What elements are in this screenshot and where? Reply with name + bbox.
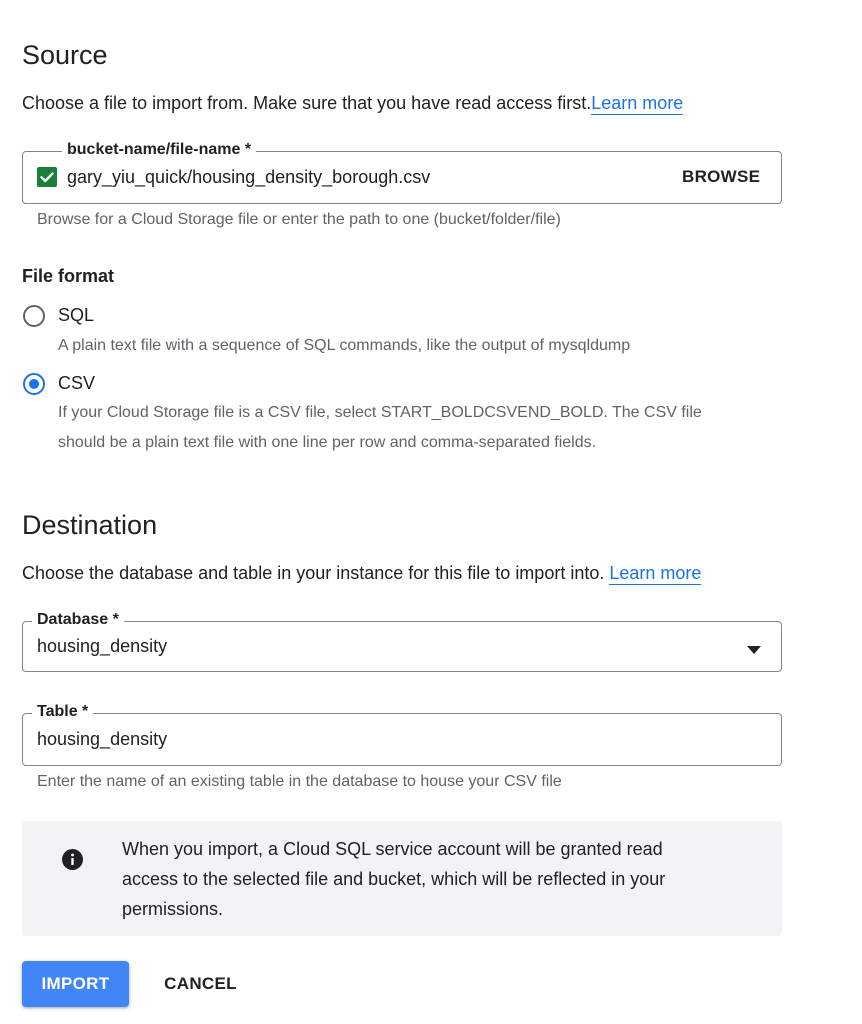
file-format-label: File format [22,266,115,286]
table-hint: Enter the name of an existing table in the database to house your CSV file [37,773,562,790]
file-path-value[interactable]: gary_yiu_quick/housing_density_borough.csv [67,167,431,187]
radio-sql-description: A plain text file with a sequence of SQL commands, like the output of mysqldump [58,337,631,354]
file-path-label: bucket-name/file-name * [62,141,256,159]
cancel-button[interactable]: CANCEL [164,974,237,993]
radio-csv-description-line2: should be a plain text file with one line per row and comma-separated fields. [58,434,597,451]
import-button[interactable]: IMPORT [22,961,129,1007]
destination-description-text: Choose the database and table in your instance for this file to import into. [22,563,605,583]
destination-heading: Destination [22,510,158,540]
info-banner-line3: permissions. [122,899,224,919]
info-banner-line2: access to the selected file and bucket, which will be reflected in your [122,869,666,889]
table-label: Table * [32,703,93,721]
valid-check-icon [37,167,57,187]
radio-csv[interactable] [23,373,45,395]
file-path-hint: Browse for a Cloud Storage file or enter the path to one (bucket/folder/file) [37,211,561,228]
radio-sql[interactable] [23,305,45,327]
source-description [22,93,683,114]
radio-sql-label[interactable]: SQL [58,305,95,325]
source-description-text: Choose a file to import from. Make sure that you have read access first. [22,93,592,113]
radio-csv-description-line1: If your Cloud Storage file is a CSV file, select START_BOLDCSVEND_BOLD. The CSV file [58,404,702,421]
source-learn-more-link[interactable]: Learn more [591,93,684,113]
database-label: Database * [32,611,124,629]
destination-learn-more-link[interactable]: Learn more [609,563,702,583]
info-banner-line1: When you import, a Cloud SQL service account will be granted read [122,839,663,859]
database-value[interactable]: housing_density [37,636,168,656]
radio-csv-label[interactable]: CSV [58,373,96,393]
browse-button[interactable]: BROWSE [682,167,761,186]
destination-description [22,563,701,584]
info-icon [62,849,83,870]
source-heading: Source [22,40,108,70]
dropdown-arrow-icon[interactable] [746,642,762,660]
table-value[interactable]: housing_density [37,729,168,749]
